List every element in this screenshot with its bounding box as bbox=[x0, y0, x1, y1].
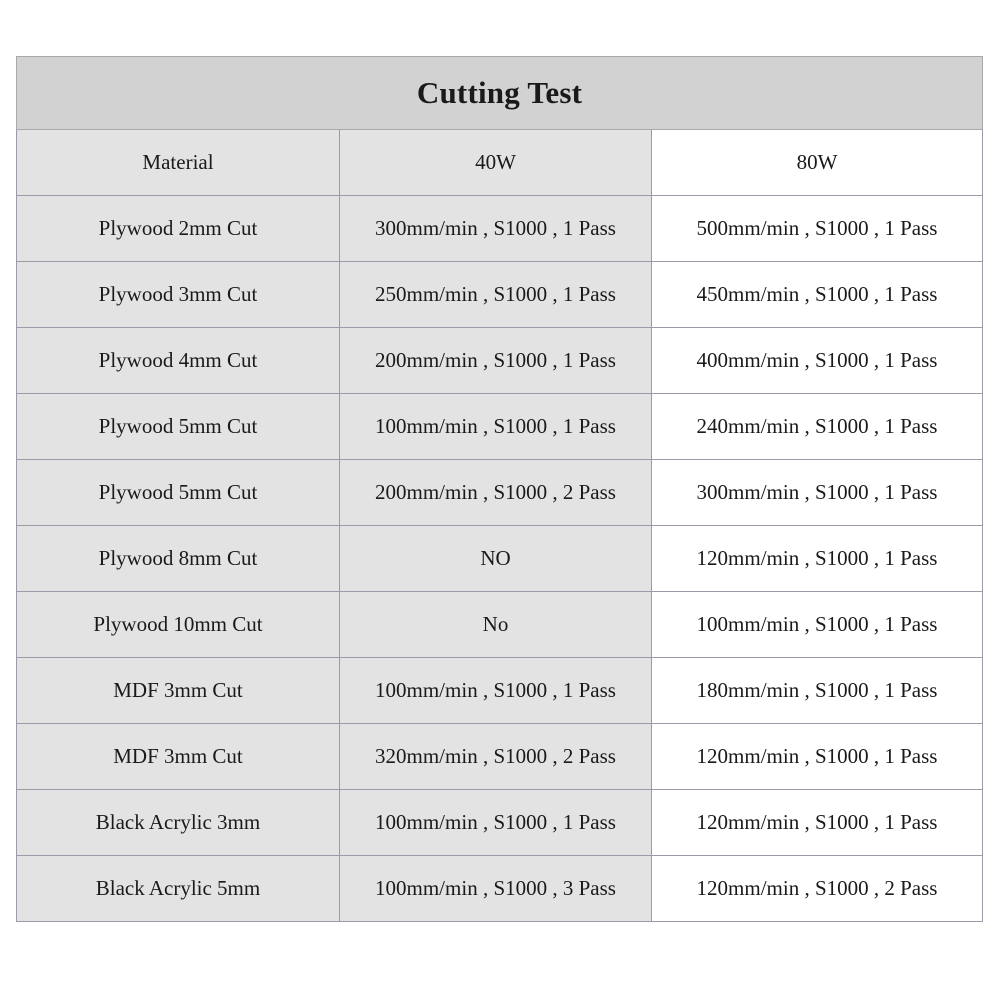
cell-80w: 120mm/min , S1000 , 1 Pass bbox=[652, 724, 983, 790]
table-row bbox=[17, 724, 983, 790]
table-row bbox=[17, 526, 983, 592]
cutting-test-table bbox=[16, 56, 983, 922]
cell-40w: 100mm/min , S1000 , 1 Pass bbox=[340, 394, 652, 460]
cell-40w: 250mm/min , S1000 , 1 Pass bbox=[340, 262, 652, 328]
cell-material: MDF 3mm Cut bbox=[17, 724, 340, 790]
cell-80w: 400mm/min , S1000 , 1 Pass bbox=[652, 328, 983, 394]
cell-80w: 450mm/min , S1000 , 1 Pass bbox=[652, 262, 983, 328]
cell-80w: 120mm/min , S1000 , 1 Pass bbox=[652, 790, 983, 856]
cell-material: Plywood 10mm Cut bbox=[17, 592, 340, 658]
table-row bbox=[17, 328, 983, 394]
table-row bbox=[17, 658, 983, 724]
cell-40w: 300mm/min , S1000 , 1 Pass bbox=[340, 196, 652, 262]
header-80w: 80W bbox=[652, 130, 983, 196]
cell-40w: 200mm/min , S1000 , 1 Pass bbox=[340, 328, 652, 394]
cell-material: Plywood 8mm Cut bbox=[17, 526, 340, 592]
cell-80w: 120mm/min , S1000 , 2 Pass bbox=[652, 856, 983, 922]
cell-80w: 180mm/min , S1000 , 1 Pass bbox=[652, 658, 983, 724]
title-row bbox=[17, 57, 983, 130]
table-row bbox=[17, 856, 983, 922]
header-40w: 40W bbox=[340, 130, 652, 196]
table-row bbox=[17, 790, 983, 856]
cell-material: MDF 3mm Cut bbox=[17, 658, 340, 724]
header-row bbox=[17, 130, 983, 196]
cell-80w: 300mm/min , S1000 , 1 Pass bbox=[652, 460, 983, 526]
cell-40w: 100mm/min , S1000 , 1 Pass bbox=[340, 658, 652, 724]
table-title: Cutting Test bbox=[17, 57, 983, 130]
cell-80w: 240mm/min , S1000 , 1 Pass bbox=[652, 394, 983, 460]
table-row bbox=[17, 262, 983, 328]
table-row bbox=[17, 394, 983, 460]
cell-material: Plywood 2mm Cut bbox=[17, 196, 340, 262]
cell-material: Plywood 5mm Cut bbox=[17, 394, 340, 460]
cell-material: Black Acrylic 5mm bbox=[17, 856, 340, 922]
table-body bbox=[17, 130, 983, 922]
table-row bbox=[17, 592, 983, 658]
cell-80w: 100mm/min , S1000 , 1 Pass bbox=[652, 592, 983, 658]
cell-40w: 320mm/min , S1000 , 2 Pass bbox=[340, 724, 652, 790]
table-row bbox=[17, 460, 983, 526]
table-row bbox=[17, 196, 983, 262]
cell-80w: 120mm/min , S1000 , 1 Pass bbox=[652, 526, 983, 592]
cell-80w: 500mm/min , S1000 , 1 Pass bbox=[652, 196, 983, 262]
cell-material: Plywood 3mm Cut bbox=[17, 262, 340, 328]
cell-material: Plywood 4mm Cut bbox=[17, 328, 340, 394]
cell-material: Plywood 5mm Cut bbox=[17, 460, 340, 526]
cell-40w: 100mm/min , S1000 , 1 Pass bbox=[340, 790, 652, 856]
cell-40w: No bbox=[340, 592, 652, 658]
cell-40w: NO bbox=[340, 526, 652, 592]
cell-material: Black Acrylic 3mm bbox=[17, 790, 340, 856]
cutting-test-table-container bbox=[16, 56, 982, 922]
header-material: Material bbox=[17, 130, 340, 196]
cell-40w: 100mm/min , S1000 , 3 Pass bbox=[340, 856, 652, 922]
cell-40w: 200mm/min , S1000 , 2 Pass bbox=[340, 460, 652, 526]
